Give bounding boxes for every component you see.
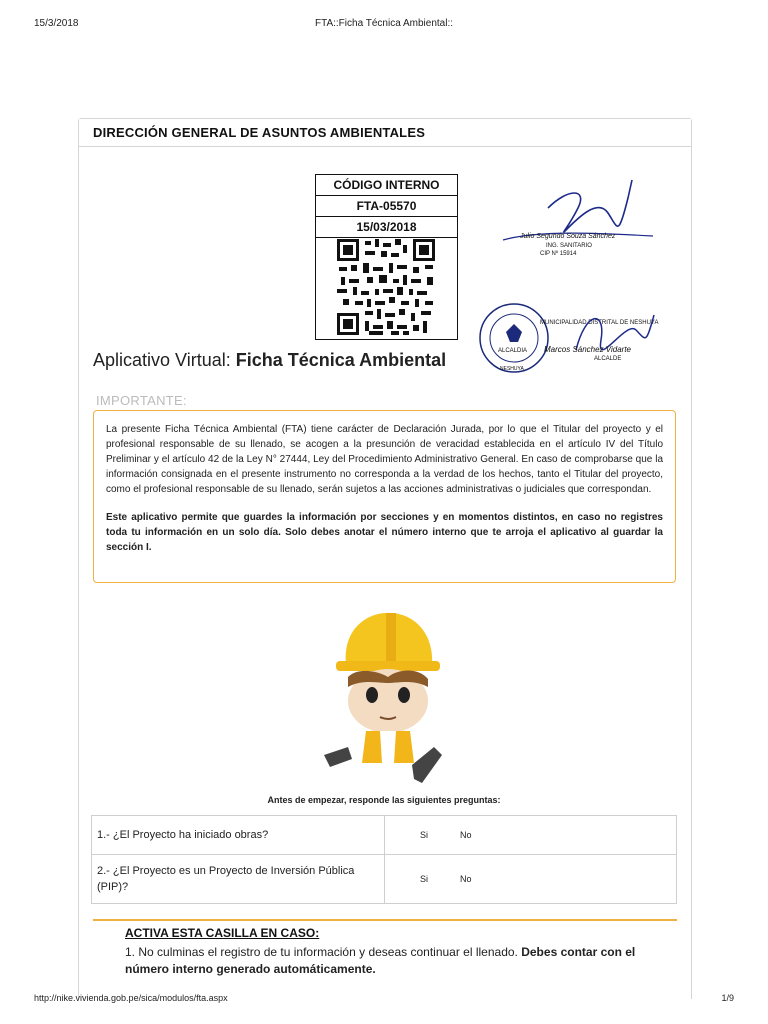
internal-code-box [315,174,458,340]
notice-paragraph-declaration: La presente Ficha Técnica Ambiental (FTA) tiene carácter de Declaración Jurada, por lo que el Titular del proyecto y el profesional responsable de su llenado, se acogen a la presunción de veracidad establecida en el artículo IV del Título Preliminar y el artículo 42 de la Ley N° 27444, Ley del Procedimiento Administrativo General. En caso de comprobarse que la información consignada en el presente instrumento no corresponda a la verdad de los hechos, tanto el Titular del proyecto, como el profesional responsable de su llenado, serán sujetos a las acciones administrativas o judiciales que correspondan. [106,424,663,495]
seal-municipality-text: MUNICIPALIDAD DISTRITAL DE NESHUYA [540,320,659,326]
question-2-text: 2.- ¿El Proyecto es un Proyecto de Inversión Pública (PIP)? [92,855,385,904]
mayor-title: ALCALDE [594,356,622,362]
question-2-options [385,855,677,904]
question-1-no-option[interactable]: No [460,830,472,840]
question-1-options [385,816,677,855]
activa-title: ACTIVA ESTA CASILLA EN CASO: [125,926,320,940]
internal-code-label: CÓDIGO INTERNO [316,175,457,196]
activa-text [125,944,675,978]
qr-code-icon [337,239,435,335]
engineer-name: Julio Segundo Souza Sánchez [520,233,616,240]
activa-text-bold: Debes contar con el número interno generado automáticamente. [125,945,636,976]
engineer-cip: CIP Nº 15914 [540,251,577,257]
question-1-text: 1.- ¿El Proyecto ha iniciado obras? [92,816,385,855]
question-2-yes-option[interactable]: Si [420,874,429,884]
card-header [79,119,691,147]
mayor-name: Marcos Sánchez Vidarte [544,345,632,354]
engineer-signature-stamp [498,178,658,260]
internal-code-date: 15/03/2018 [316,217,457,238]
seal-center-text: ALCALDIA [498,348,528,354]
table-row [92,855,677,904]
app-title [93,350,446,371]
print-page-number: 1/9 [721,993,734,1003]
questions-table [91,815,677,904]
seal-emblem-icon [506,324,522,342]
seal-bottom-text: NESHUYA [500,366,524,372]
app-title-name: Ficha Técnica Ambiental [235,350,447,370]
engineer-title: ING. SANITARIO [546,243,592,249]
mayor-signature-stamp [476,300,676,376]
print-url: http://nike.vivienda.gob.pe/sica/modulos/fta.aspx [34,993,228,1003]
important-notice-box [93,410,676,583]
notice-paragraph-save-info: Este aplicativo permite que guardes la información por secciones y en momentos distintos, en caso no registres toda tu información en un solo día. Solo debes anotar el número interno que te arroja el aplicativo al guardar la sección I. [106,512,663,553]
activa-text-normal: 1. No culminas el registro de tu información y deseas continuar el llenado. [125,945,522,959]
print-page-title: FTA::Ficha Técnica Ambiental:: [314,18,454,29]
question-2-no-option[interactable]: No [460,874,472,884]
internal-code-value: FTA-05570 [316,196,457,217]
question-1-yes-option[interactable]: Si [420,830,429,840]
table-row [92,816,677,855]
card-title: DIRECCIÓN GENERAL DE ASUNTOS AMBIENTALES [93,125,426,140]
questions-intro: Antes de empezar, responde las siguientes preguntas: [267,795,501,805]
construction-worker-icon [318,607,452,787]
app-title-prefix: Aplicativo Virtual: [93,350,236,370]
print-date: 15/3/2018 [34,18,79,29]
section-divider [93,919,677,921]
important-label: IMPORTANTE: [96,393,187,408]
